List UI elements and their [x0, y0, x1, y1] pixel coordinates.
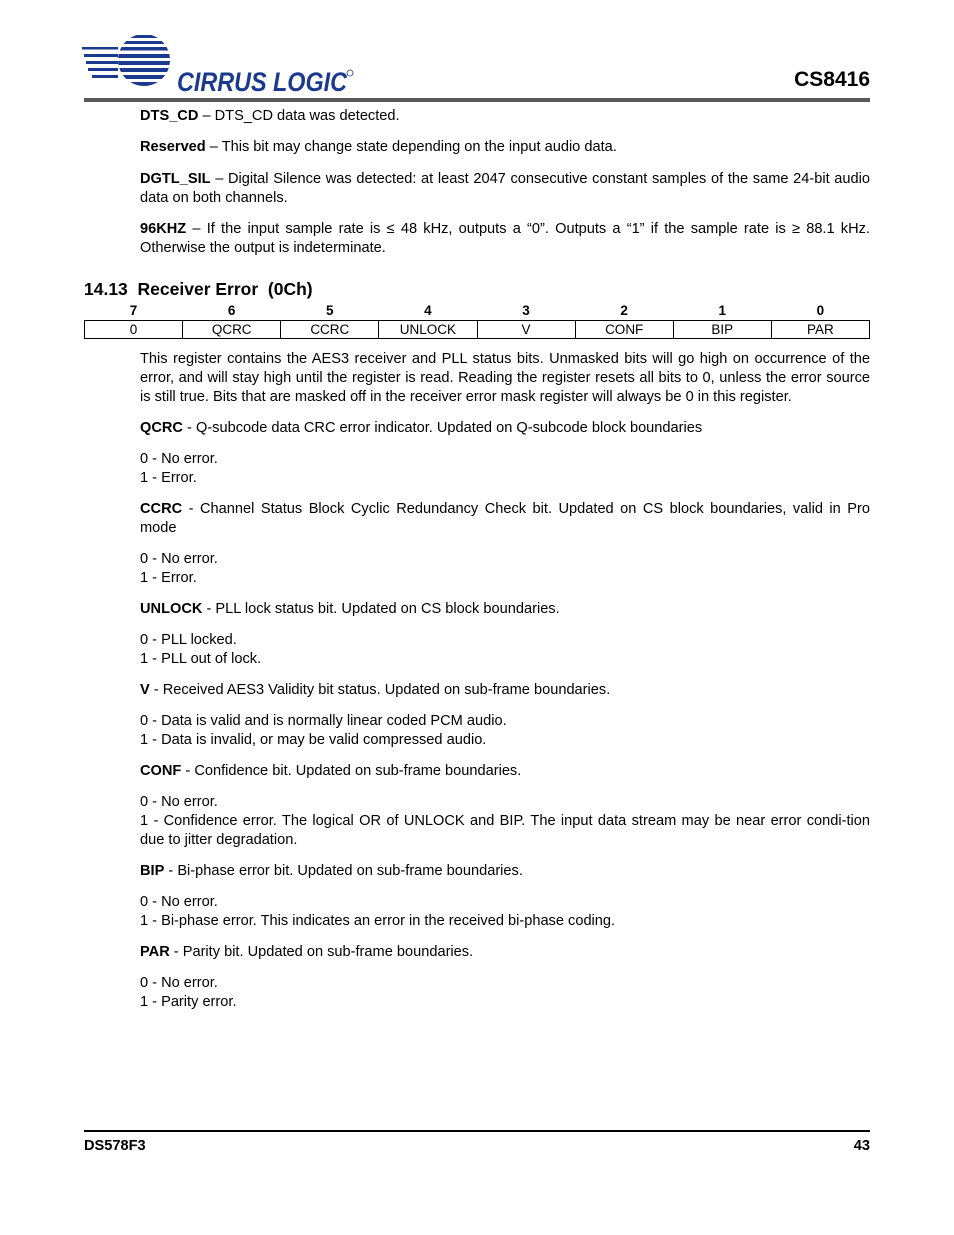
- def-par: PAR - Parity bit. Updated on sub-frame boundaries.: [140, 944, 474, 960]
- def-96khz: 96KHZ – If the input sample rate is ≤ 48 kHz, outputs a “0”. Outputs a “1” if the sample rate is ≥ 88.1 kHz. Otherwise the output is indeterminate.: [140, 221, 870, 256]
- part-number: CS8416: [794, 68, 870, 91]
- bit-number: 5: [326, 303, 334, 318]
- term: Reserved: [140, 139, 206, 155]
- value-1: 1 - Error.: [140, 470, 197, 486]
- value-0: 0 - Data is valid and is normally linear coded PCM audio.: [140, 713, 507, 729]
- bit-number: 3: [522, 303, 530, 318]
- value-1: 1 - Data is invalid, or may be valid compressed audio.: [140, 732, 487, 748]
- bit-number: 1: [718, 303, 727, 318]
- value-1: 1 - Error.: [140, 570, 197, 586]
- register-description: [140, 350, 870, 1012]
- bit-number: 0: [816, 303, 825, 318]
- footer-rule: [84, 1130, 870, 1132]
- bit-field: BIP: [673, 321, 771, 339]
- bit-field: PAR: [771, 321, 869, 339]
- bit-number: 4: [424, 303, 432, 318]
- value-0: 0 - No error.: [140, 794, 218, 810]
- document-id: DS578F3: [84, 1138, 146, 1154]
- term: 96KHZ: [140, 221, 187, 237]
- bit-field: CCRC: [281, 321, 379, 339]
- def-bip: BIP - Bi-phase error bit. Updated on sub-frame boundaries.: [140, 863, 523, 879]
- value-0: 0 - No error.: [140, 551, 218, 567]
- def-qcrc: QCRC - Q-subcode data CRC error indicator. Updated on Q-subcode block boundaries: [140, 420, 703, 436]
- value-0: 0 - No error.: [140, 894, 218, 910]
- bit-number-row: [85, 302, 870, 321]
- def-unlock: UNLOCK - PLL lock status bit. Updated on CS block boundaries.: [140, 601, 560, 617]
- bit-number: 2: [620, 303, 628, 318]
- bit-field: UNLOCK: [379, 321, 477, 339]
- bit-field: CONF: [575, 321, 673, 339]
- top-definitions: [140, 107, 870, 258]
- def-dgtl-sil: DGTL_SIL – Digital Silence was detected: at least 2047 consecutive constant samples of the same 24-bit audio data on both channels.: [140, 171, 870, 206]
- value-1: 1 - PLL out of lock.: [140, 651, 262, 667]
- term: DTS_CD: [140, 108, 199, 124]
- bit-number: 7: [129, 303, 138, 318]
- bit-field: 0: [85, 321, 183, 339]
- section-heading: 14.13 Receiver Error (0Ch): [84, 279, 313, 299]
- bit-number: 6: [227, 303, 236, 318]
- bit-field: QCRC: [183, 321, 281, 339]
- page-number: 43: [853, 1138, 870, 1154]
- value-0: 0 - No error.: [140, 975, 218, 991]
- intro-paragraph: This register contains the AES3 receiver and PLL status bits. Unmasked bits will go high on occurrence of the error, and will stay high until the register is read. Reading the register resets all bits to 0, unless the error source is still true. Bits that are masked off in the receiver error mask register will always be 0 in this register.: [140, 351, 870, 405]
- def-reserved: Reserved – This bit may change state depending on the input audio data.: [140, 139, 617, 155]
- term: DGTL_SIL: [140, 171, 211, 187]
- header-rule: [84, 98, 870, 102]
- register-table: [84, 302, 870, 339]
- bit-field-row: [85, 321, 870, 339]
- logo-wordmark: CIRRUS LOGIC: [177, 67, 348, 95]
- def-ccrc: CCRC - Channel Status Block Cyclic Redundancy Check bit. Updated on CS block boundaries, valid in Pro mode: [140, 501, 870, 536]
- value-1: 1 - Confidence error. The logical OR of UNLOCK and BIP. The input data stream may be near error condi-tion due to jitter degradation.: [140, 813, 870, 848]
- def-conf: CONF - Confidence bit. Updated on sub-frame boundaries.: [140, 763, 522, 779]
- def-v: V - Received AES3 Validity bit status. Updated on sub-frame boundaries.: [140, 682, 611, 698]
- value-1: 1 - Bi-phase error. This indicates an error in the received bi-phase coding.: [140, 913, 616, 929]
- value-1: 1 - Parity error.: [140, 994, 237, 1010]
- value-0: 0 - PLL locked.: [140, 632, 237, 648]
- cirrus-logic-logo: [82, 33, 357, 95]
- bit-field: V: [477, 321, 575, 339]
- value-0: 0 - No error.: [140, 451, 218, 467]
- def-dts-cd: DTS_CD – DTS_CD data was detected.: [140, 108, 400, 124]
